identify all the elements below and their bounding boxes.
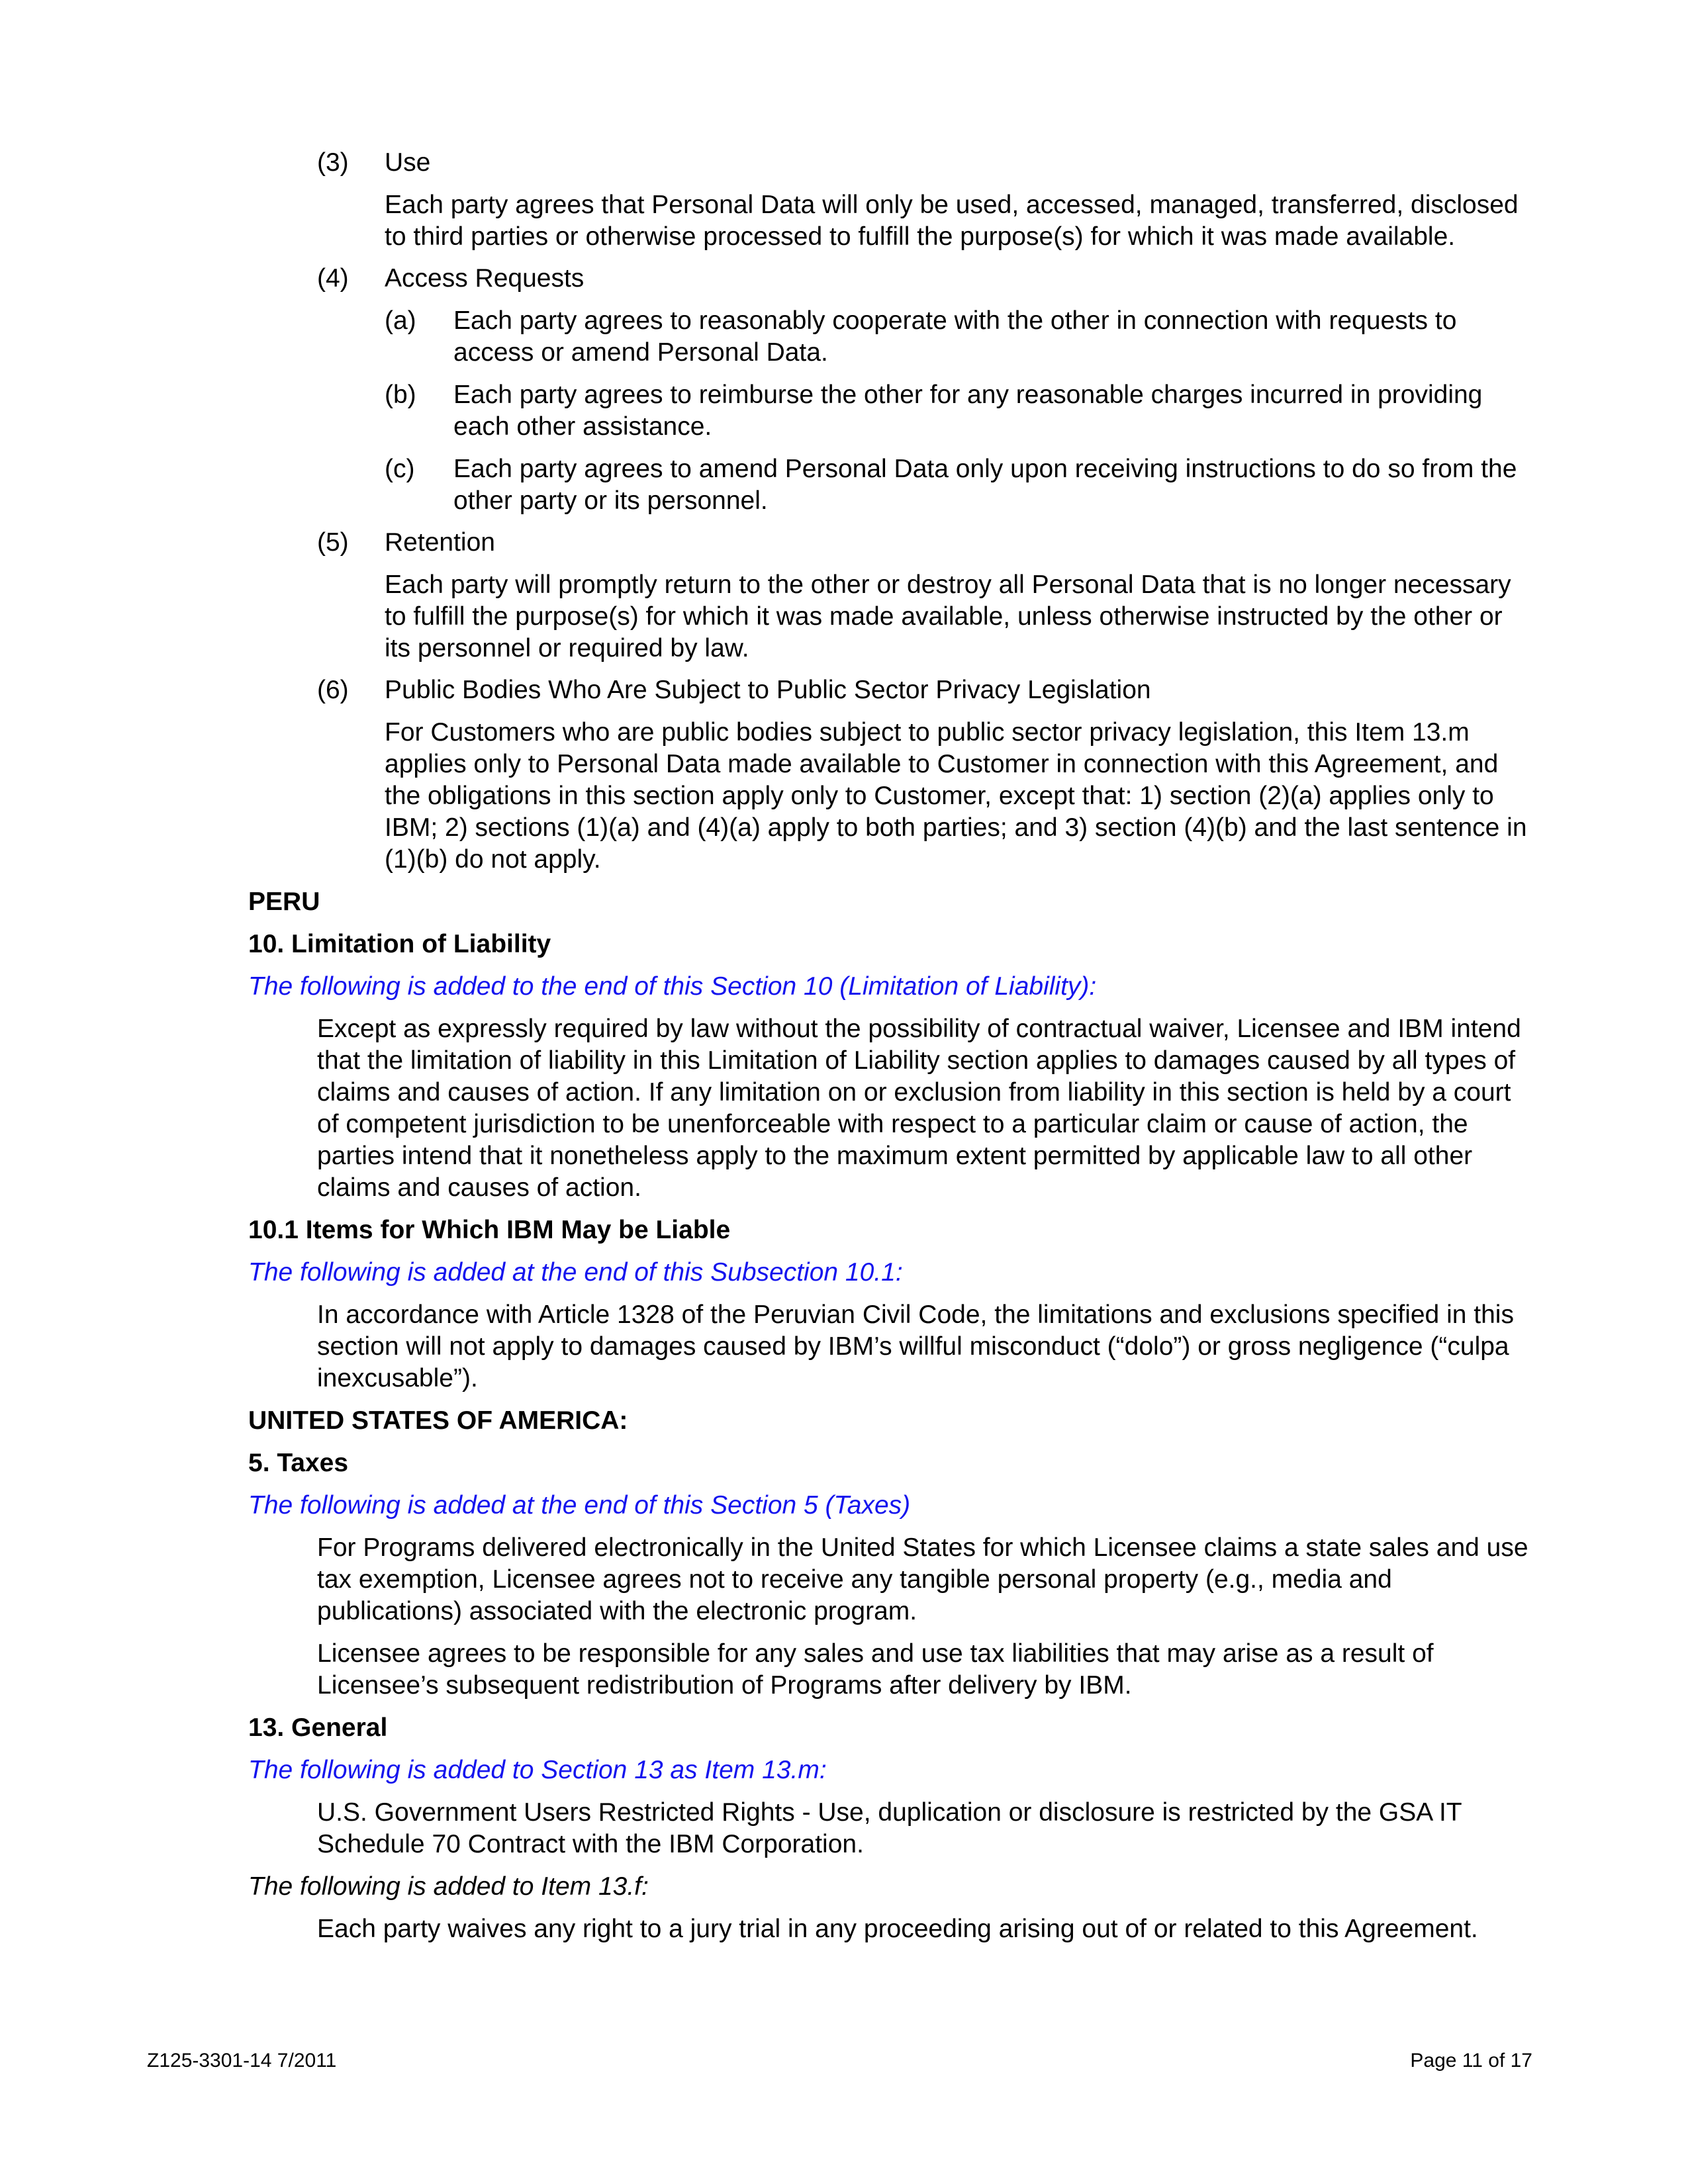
amendment-body: Each party waives any right to a jury trial in any proceeding arising out of or related to this Agreement. <box>317 1915 1478 1943</box>
item-number: (5) <box>317 528 349 557</box>
section-heading: 5. Taxes <box>248 1449 349 1477</box>
amendment-body: In accordance with Article 1328 of the Peruvian Civil Code, the limitations and exclusions specified in this section will not apply to damages caused by IBM’s willful misconduct (“dolo”) or gross negligence (“culpa inexcusable”). <box>317 1300 1514 1392</box>
amendment-intro: The following is added to the end of this Section 10 (Limitation of Liability): <box>248 972 1097 1001</box>
footer-page-number: Page 11 of 17 <box>1410 2050 1532 2071</box>
item-title: Public Bodies Who Are Subject to Public Sector Privacy Legislation <box>385 676 1151 704</box>
item-title: Access Requests <box>385 264 585 293</box>
amendment-body: For Programs delivered electronically in the United States for which Licensee claims a state sales and use tax exemption, Licensee agrees not to receive any tangible personal property (e.g., media and publications) associated with the electronic program. <box>317 1533 1528 1625</box>
amendment-intro: The following is added to Section 13 as Item 13.m: <box>248 1756 827 1784</box>
subitem-letter: (c) <box>385 455 415 483</box>
amendment-body: Except as expressly required by law without the possibility of contractual waiver, Licensee and IBM intend that the limitation of liability in this Limitation of Liability section applies to damages caused by all types of claims and causes of action. If any limitation on or exclusion from liability in this section is held by a court of competent jurisdiction to be unenforceable with respect to a particular claim or cause of action, the parties intend that it nonetheless apply to the maximum extent permitted by applicable law to all other claims and causes of action. <box>317 1015 1521 1202</box>
item-body: Each party agrees that Personal Data will only be used, accessed, managed, transferred, disclosed to third parties or otherwise processed to fulfill the purpose(s) for which it was made available. <box>385 191 1519 251</box>
item-number: (6) <box>317 676 349 704</box>
item-body: For Customers who are public bodies subject to public sector privacy legislation, this Item 13.m applies only to Personal Data made available to Customer in connection with this Agreement, and the obligations in this section apply only to Customer, except that: 1) section (2)(a) applies only to IBM; 2) sections (1)(a) and (4)(a) apply to both parties; and 3) section (4)(b) and the last sentence in (1)(b) do not apply. <box>385 718 1527 874</box>
subitem-text: Each party agrees to reasonably cooperate with the other in connection with requests to access or amend Personal Data. <box>453 306 1457 367</box>
subitem-letter: (a) <box>385 306 416 335</box>
section-heading: 13. General <box>248 1713 388 1742</box>
amendment-intro: The following is added to Item 13.f: <box>248 1872 649 1901</box>
lettered-subitem <box>248 305 1532 369</box>
numbered-item <box>248 147 1532 179</box>
numbered-item <box>248 527 1532 559</box>
section-heading: 10.1 Items for Which IBM May be Liable <box>248 1216 731 1244</box>
item-number: (4) <box>317 264 349 293</box>
country-heading-usa: UNITED STATES OF AMERICA: <box>248 1406 628 1435</box>
country-heading-peru: PERU <box>248 887 320 916</box>
lettered-subitem <box>248 453 1532 517</box>
numbered-item <box>248 674 1532 706</box>
amendment-body: U.S. Government Users Restricted Rights - Use, duplication or disclosure is restricted by the GSA IT Schedule 70 Contract with the IBM Corporation. <box>317 1798 1462 1858</box>
section-heading: 10. Limitation of Liability <box>248 930 551 958</box>
document-body <box>248 147 1532 1945</box>
footer-document-id: Z125-3301-14 7/2011 <box>147 2050 337 2071</box>
lettered-subitem <box>248 379 1532 443</box>
subitem-letter: (b) <box>385 381 416 409</box>
amendment-body: Licensee agrees to be responsible for any sales and use tax liabilities that may arise as a result of Licensee’s subsequent redistribution of Programs after delivery by IBM. <box>317 1639 1434 1700</box>
amendment-intro: The following is added at the end of this Section 5 (Taxes) <box>248 1491 911 1520</box>
item-body: Each party will promptly return to the other or destroy all Personal Data that is no longer necessary to fulfill the purpose(s) for which it was made available, unless otherwise instructed by the other or its personnel or required by law. <box>385 570 1511 662</box>
item-title: Retention <box>385 528 495 557</box>
item-number: (3) <box>317 148 349 177</box>
subitem-text: Each party agrees to reimburse the other for any reasonable charges incurred in providing each other assistance. <box>453 381 1483 441</box>
subitem-text: Each party agrees to amend Personal Data only upon receiving instructions to do so from the other party or its personnel. <box>453 455 1517 515</box>
numbered-item <box>248 263 1532 295</box>
amendment-intro: The following is added at the end of this Subsection 10.1: <box>248 1258 903 1287</box>
item-title: Use <box>385 148 431 177</box>
